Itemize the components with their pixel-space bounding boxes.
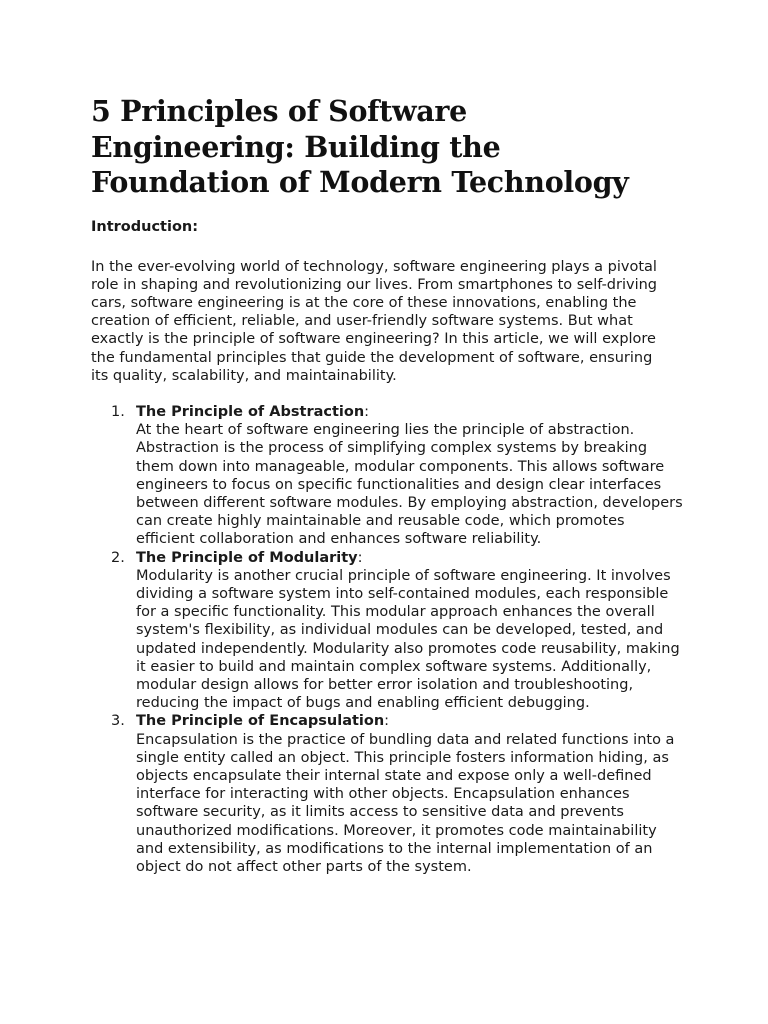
list-item bbox=[111, 712, 686, 876]
principle-title-separator: : bbox=[357, 549, 363, 566]
intro-paragraph: In the ever-evolving world of technology, software engineering plays a pivotal role in shaping and revolutionizing our lives. From smartphones to self-driving cars, software engineering is at the core of these innovations, enabling the creation of efficient, reliable, and user-friendly software systems. But what exactly is the principle of software engineering? In this article, we will explore the fundamental principles that guide the development of software, ensuring its quality, scalability, and maintainability. bbox=[91, 258, 657, 384]
principle-title: The Principle of Encapsulation bbox=[136, 713, 385, 730]
principle-title-separator: : bbox=[384, 713, 390, 730]
list-item-number: 1. bbox=[111, 403, 125, 420]
list-item bbox=[111, 403, 686, 549]
principle-title-separator: : bbox=[364, 403, 370, 420]
principle-body: Encapsulation is the practice of bundling data and related functions into a single entity called an object. This principle fosters information hiding, as objects encapsulate their internal state and expose only a well-defined interface for interacting with other objects. Encapsulation enhances software security, as it limits access to sensitive data and prevents unauthorized modifications. Moreover, it promotes code maintainability and extensibility, as modifications to the internal implementation of an object do not affect other parts of the system. bbox=[136, 731, 675, 875]
article-title: 5 Principles of Software Engineering: Building the Foundation of Modern Technology bbox=[91, 94, 629, 199]
list-item bbox=[111, 549, 686, 713]
intro-heading: Introduction: bbox=[91, 218, 199, 235]
list-item-number: 2. bbox=[111, 549, 125, 566]
list-item-number: 3. bbox=[111, 713, 125, 730]
principle-title: The Principle of Modularity bbox=[136, 549, 358, 566]
principles-list bbox=[91, 403, 686, 876]
principle-body: Modularity is another crucial principle of software engineering. It involves dividing a software system into self-contained modules, each responsible for a specific functionality. This modular approach enhances the overall system's flexibility, as individual modules can be developed, tested, and updated independently. Modularity also promotes code reusability, making it easier to build and maintain complex software systems. Additionally, modular design allows for better error isolation and troubleshooting, reducing the impact of bugs and enabling efficient debugging. bbox=[136, 567, 680, 712]
principle-title: The Principle of Abstraction bbox=[136, 403, 365, 420]
principle-body: At the heart of software engineering lies the principle of abstraction. Abstraction is the process of simplifying complex systems by breaking them down into manageable, modular components. This allows software engineers to focus on specific functionalities and design clear interfaces between different software modules. By employing abstraction, developers can create highly maintainable and reusable code, which promotes efficient collaboration and enhances software reliability. bbox=[136, 422, 683, 548]
